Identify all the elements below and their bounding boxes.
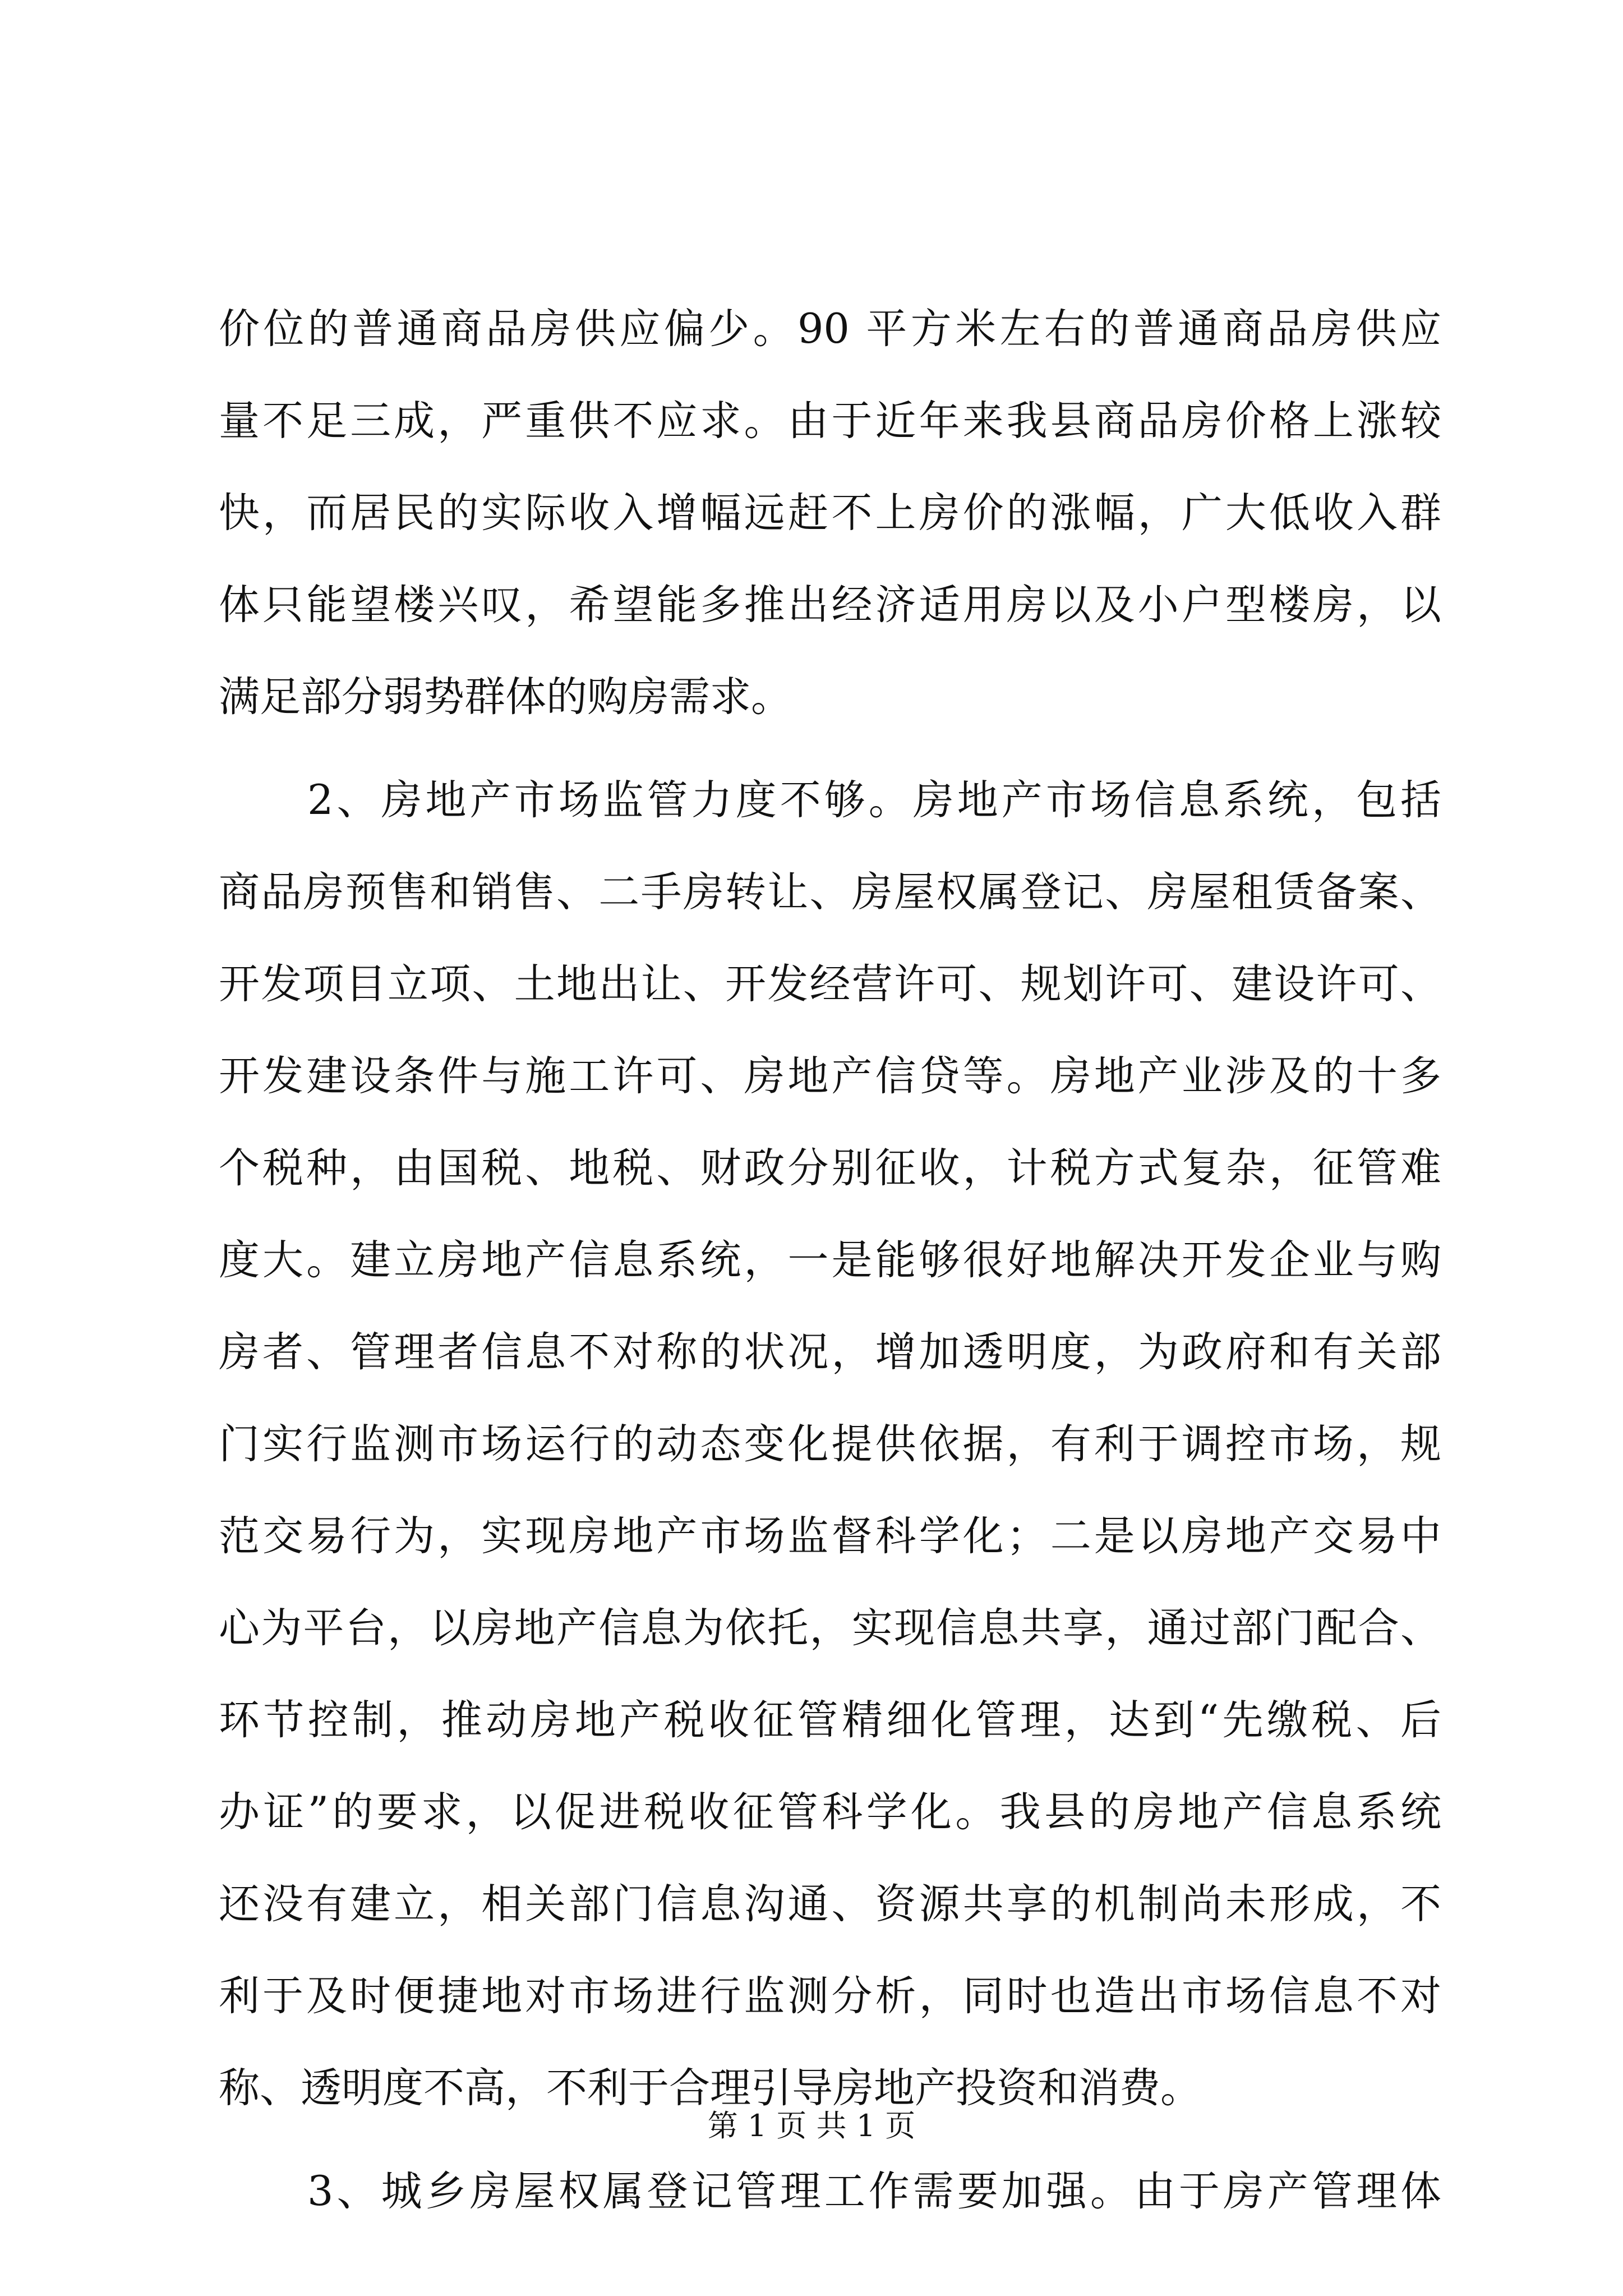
text-line: 快，而居民的实际收入增幅远赶不上房价的涨幅，广大低收入群 xyxy=(219,489,1441,537)
text-line: 范交易行为，实现房地产市场监督科学化；二是以房地产交易中 xyxy=(219,1512,1441,1560)
document-body xyxy=(219,283,1441,2238)
text-line: 价位的普通商品房供应偏少。90 平方米左右的普通商品房供应 xyxy=(219,305,1441,353)
text-line: 3、城乡房屋权属登记管理工作需要加强。由于房产管理体 xyxy=(219,2168,1441,2215)
text-line: 还没有建立，相关部门信息沟通、资源共享的机制尚未形成，不 xyxy=(219,1880,1441,1928)
text-line: 满足部分弱势群体的购房需求。 xyxy=(219,673,792,721)
text-line: 门实行监测市场运行的动态变化提供依据，有利于调控市场，规 xyxy=(219,1420,1441,1468)
text-line: 商品房预售和销售、二手房转让、房屋权属登记、房屋租赁备案、 xyxy=(219,868,1441,916)
text-line: 量不足三成，严重供不应求。由于近年来我县商品房价格上涨较 xyxy=(219,397,1441,445)
text-line: 开发项目立项、土地出让、开发经营许可、规划许可、建设许可、 xyxy=(219,960,1441,1008)
text-line: 2、房地产市场监管力度不够。房地产市场信息系统，包括 xyxy=(219,776,1441,824)
text-line: 度大。建立房地产信息系统，一是能够很好地解决开发企业与购 xyxy=(219,1236,1441,1284)
text-line: 个税种，由国税、地税、财政分别征收，计税方式复杂，征管难 xyxy=(219,1144,1441,1192)
text-line: 体只能望楼兴叹，希望能多推出经济适用房以及小户型楼房，以 xyxy=(219,581,1441,629)
text-line: 称、透明度不高，不利于合理引导房地产投资和消费。 xyxy=(219,2064,1201,2112)
text-line: 开发建设条件与施工许可、房地产信贷等。房地产业涉及的十多 xyxy=(219,1052,1441,1100)
paragraph-gap xyxy=(219,743,1441,754)
text-line: 利于及时便捷地对市场进行监测分析，同时也造出市场信息不对 xyxy=(219,1972,1441,2020)
text-line: 环节控制，推动房地产税收征管精细化管理，达到“先缴税、后 xyxy=(219,1696,1441,1744)
text-line: 心为平台，以房地产信息为依托，实现信息共享，通过部门配合、 xyxy=(219,1604,1441,1652)
text-line: 办证”的要求，以促进税收征管科学化。我县的房地产信息系统 xyxy=(219,1788,1441,1836)
page-footer: 第 1 页 共 1 页 xyxy=(707,2108,916,2143)
text-line: 房者、管理者信息不对称的状况，增加透明度，为政府和有关部 xyxy=(219,1328,1441,1376)
